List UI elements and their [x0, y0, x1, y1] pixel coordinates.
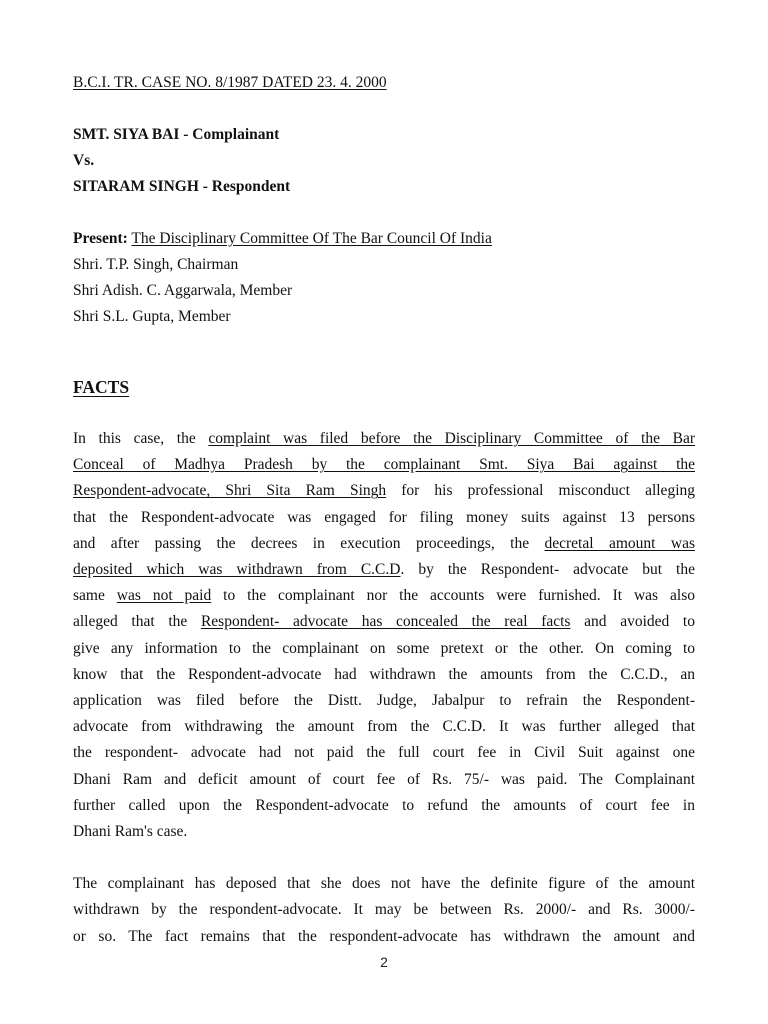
- p1-line-8: [73, 609, 695, 635]
- p1-line-6: [73, 557, 695, 583]
- case-title: B.C.I. TR. CASE NO. 8/1987 DATED 23. 4. 2000: [73, 74, 387, 91]
- p1-line-14: Dhani Ram and deficit amount of court fee of Rs. 75/- was paid. The Complainant: [73, 770, 695, 788]
- p1-line-12: advocate from withdrawing the amount from the C.C.D. It was further alleged that: [73, 718, 695, 736]
- p1-l5-underlined: decretal amount was: [544, 534, 695, 552]
- present-body: The Disciplinary Committee Of The Bar Council Of India: [131, 230, 492, 247]
- p1-line-13: the respondent- advocate had not paid the full court fee in Civil Suit against one: [73, 744, 695, 762]
- page-number: 2: [380, 954, 388, 970]
- p1-line-4: that the Respondent-advocate was engaged for filing money suits against 13 persons: [73, 508, 695, 526]
- p2-line-2: withdrawn by the respondent-advocate. It may be between Rs. 2000/- and Rs. 3000/-: [73, 901, 695, 919]
- p1-line-7: [73, 583, 695, 609]
- p1-l7-underlined: was not paid: [116, 587, 212, 605]
- complainant-line: SMT. SIYA BAI - Complainant: [73, 126, 280, 143]
- p1-l8-underlined: Respondent- advocate has concealed the real facts: [200, 613, 571, 631]
- p1-l8-text-b: and avoided to: [570, 613, 695, 631]
- member-gupta: Shri S.L. Gupta, Member: [73, 308, 231, 325]
- p1-line-9: give any information to the complainant on some pretext or the other. On coming to: [73, 639, 695, 657]
- versus-line: Vs.: [73, 152, 95, 169]
- facts-paragraph-1: [73, 426, 695, 845]
- p2-line-3: or so. The fact remains that the respondent-advocate has withdrawn the amount and: [73, 927, 695, 945]
- p1-l6-underlined: deposited which was withdrawn from C.C.D: [73, 561, 401, 579]
- p1-l3-underlined: Respondent-advocate, Shri Sita Ram Singh: [73, 482, 387, 500]
- p2-line-1: The complainant has deposed that she does not have the definite figure of the amount: [73, 875, 695, 893]
- p1-l1-underlined: complaint was filed before the Disciplinary Committee of the Bar: [208, 430, 695, 447]
- respondent-line: SITARAM SINGH - Respondent: [73, 178, 291, 195]
- p1-line-1: [73, 426, 695, 452]
- p1-l7-text-a: same: [73, 587, 117, 605]
- p1-line-3: [73, 478, 695, 504]
- document-page: [73, 70, 695, 950]
- p1-line-10: know that the Respondent-advocate had withdrawn the amounts from the C.C.D., an: [73, 665, 695, 683]
- present-label: Present:: [73, 230, 128, 247]
- member-chairman: Shri. T.P. Singh, Chairman: [73, 256, 239, 273]
- p1-l3-text: for his professional misconduct alleging: [386, 482, 695, 500]
- p1-line-15: further called upon the Respondent-advocate to refund the amounts of court fee in: [73, 796, 695, 814]
- p1-line-5: [73, 531, 695, 557]
- p1-line-2: Conceal of Madhya Pradesh by the complainant Smt. Siya Bai against the: [73, 456, 695, 474]
- p1-l5-text: and after passing the decrees in execution proceedings, the: [73, 534, 545, 552]
- p1-l7-text-b: to the complainant nor the accounts were furnished. It was also: [211, 587, 695, 605]
- p1-l8-text-a: alleged that the: [73, 613, 201, 631]
- p1-l6-text: . by the Respondent- advocate but the: [400, 561, 695, 579]
- p1-line-16: Dhani Ram's case.: [73, 823, 188, 841]
- p1-l1-text: In this case, the: [73, 430, 209, 447]
- facts-heading: FACTS: [73, 377, 130, 397]
- member-aggarwala: Shri Adish. C. Aggarwala, Member: [73, 282, 293, 299]
- p1-line-11: application was filed before the Distt. Judge, Jabalpur to refrain the Respondent-: [73, 692, 695, 710]
- facts-paragraph-2: [73, 871, 695, 950]
- present-line: [73, 226, 695, 252]
